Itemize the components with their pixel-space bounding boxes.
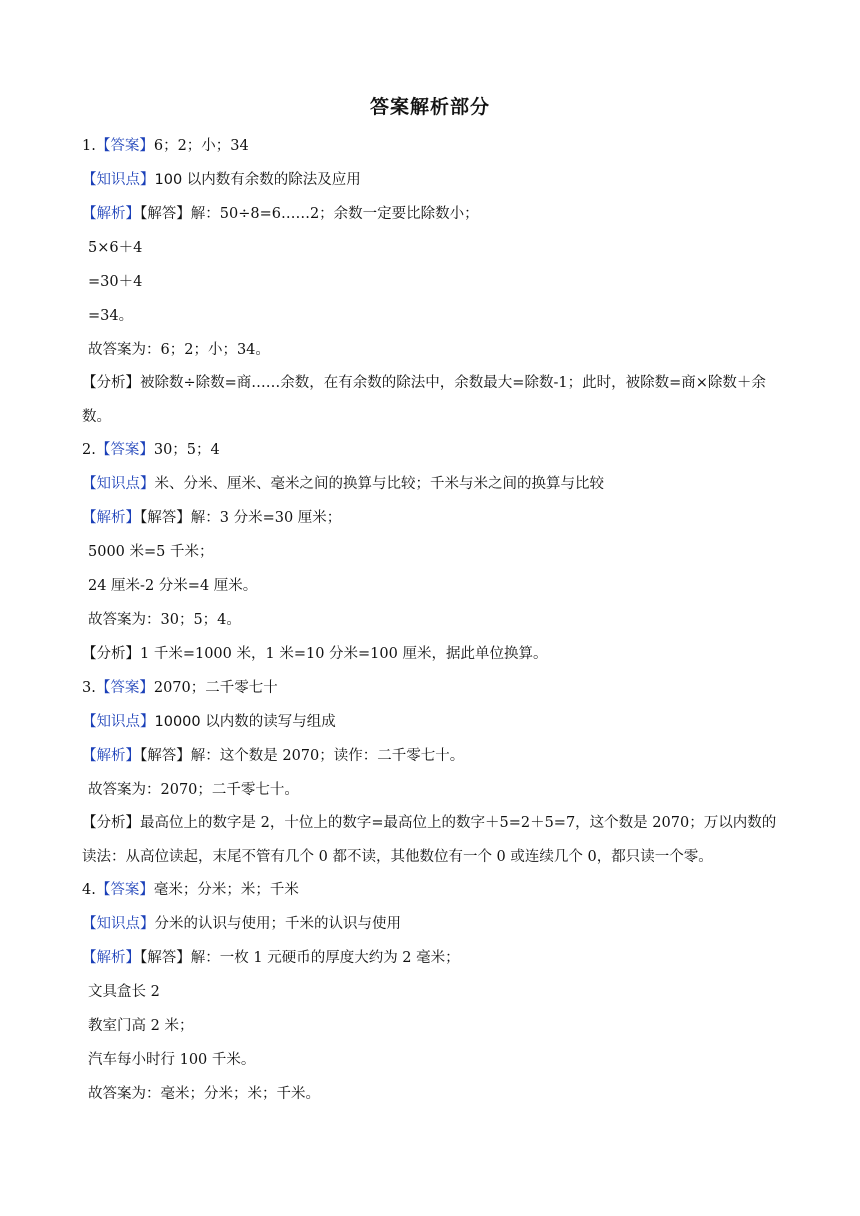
q3-knowledge-line (82, 712, 782, 732)
answer-tag: 【答案】 (95, 882, 154, 898)
q3-final: 故答案为：2070；二千零七十。 (88, 782, 299, 798)
q2-answer-line (82, 440, 782, 460)
q3-number: 3. (82, 680, 96, 696)
q4-solution: 【解答】解：一枚 1 元硬币的厚度大约为 2 毫米； (140, 950, 460, 966)
answer-tag: 【答案】 (95, 442, 154, 458)
q3-solution-line (82, 746, 782, 766)
q3-knowledge: 10000 以内数的读写与组成 (154, 714, 336, 730)
answer-tag: 【答案】 (95, 138, 154, 154)
q2-answer: 30；5；4 (153, 442, 220, 458)
q1-answer-line (82, 136, 782, 156)
q4-step-3: 汽车每小时行 100 千米。 (88, 1052, 256, 1068)
q4-answer-line (82, 880, 782, 900)
knowledge-tag: 【知识点】 (82, 916, 155, 932)
q3-analysis: 【分析】最高位上的数字是 2，十位上的数字=最高位上的数字＋5=2＋5=7，这个数是 2070；万以内数的读法：从高位读起，末尾不管有几个 0 都不读，其他数位有一个 0 或连续几个 0，都只读一个零。 (82, 815, 777, 865)
q4-number: 4. (82, 882, 96, 898)
q2-step-1: 5000 米=5 千米； (88, 544, 214, 560)
q4-knowledge-line (82, 914, 782, 934)
q4-answer: 毫米；分米；米；千米 (153, 882, 299, 898)
q1-final: 故答案为：6；2；小；34。 (88, 342, 270, 358)
q1-knowledge-line (82, 170, 782, 190)
q4-knowledge: 分米的认识与使用；千米的认识与使用 (154, 916, 401, 932)
q2-step-2: 24 厘米-2 分米=4 厘米。 (88, 578, 258, 594)
q4-solution-line (82, 948, 782, 968)
solution-tag: 【解析】 (82, 748, 140, 764)
q2-knowledge-line (82, 474, 782, 494)
q1-number: 1. (82, 138, 96, 154)
q2-analysis: 【分析】1 千米=1000 米，1 米=10 分米=100 厘米，据此单位换算。 (82, 646, 548, 662)
q1-analysis: 【分析】被除数÷除数=商……余数，在有余数的除法中，余数最大=除数-1；此时，被除数=商×除数＋余数。 (82, 375, 766, 425)
q4-final: 故答案为：毫米；分米；米；千米。 (88, 1086, 320, 1102)
knowledge-tag: 【知识点】 (82, 476, 155, 492)
q2-final: 故答案为：30；5；4。 (88, 612, 241, 628)
q1-answer: 6；2；小；34 (153, 138, 249, 154)
q1-solution-line (82, 204, 782, 224)
knowledge-tag: 【知识点】 (82, 714, 155, 730)
q1-solution: 【解答】解：50÷8=6……2；余数一定要比除数小； (140, 206, 479, 222)
page-title: 答案解析部分 (369, 96, 490, 118)
solution-tag: 【解析】 (82, 206, 140, 222)
q1-knowledge: 100 以内数有余数的除法及应用 (154, 172, 361, 188)
q2-number: 2. (82, 442, 96, 458)
q1-step-3: =34。 (88, 308, 134, 324)
q4-step-2: 教室门高 2 米； (88, 1018, 194, 1034)
q2-solution: 【解答】解：3 分米=30 厘米； (140, 510, 342, 526)
q3-solution: 【解答】解：这个数是 2070；读作：二千零七十。 (140, 748, 465, 764)
knowledge-tag: 【知识点】 (82, 172, 155, 188)
q4-step-1: 文具盒长 2 (88, 984, 160, 1000)
q3-answer: 2070；二千零七十 (153, 680, 278, 696)
answer-tag: 【答案】 (95, 680, 154, 696)
q1-step-1: 5×6＋4 (88, 240, 143, 256)
q2-knowledge: 米、分米、厘米、毫米之间的换算与比较；千米与米之间的换算与比较 (154, 476, 604, 492)
solution-tag: 【解析】 (82, 950, 140, 966)
q1-step-2: =30＋4 (88, 274, 143, 290)
q3-answer-line (82, 678, 782, 698)
q2-solution-line (82, 508, 782, 528)
solution-tag: 【解析】 (82, 510, 140, 526)
